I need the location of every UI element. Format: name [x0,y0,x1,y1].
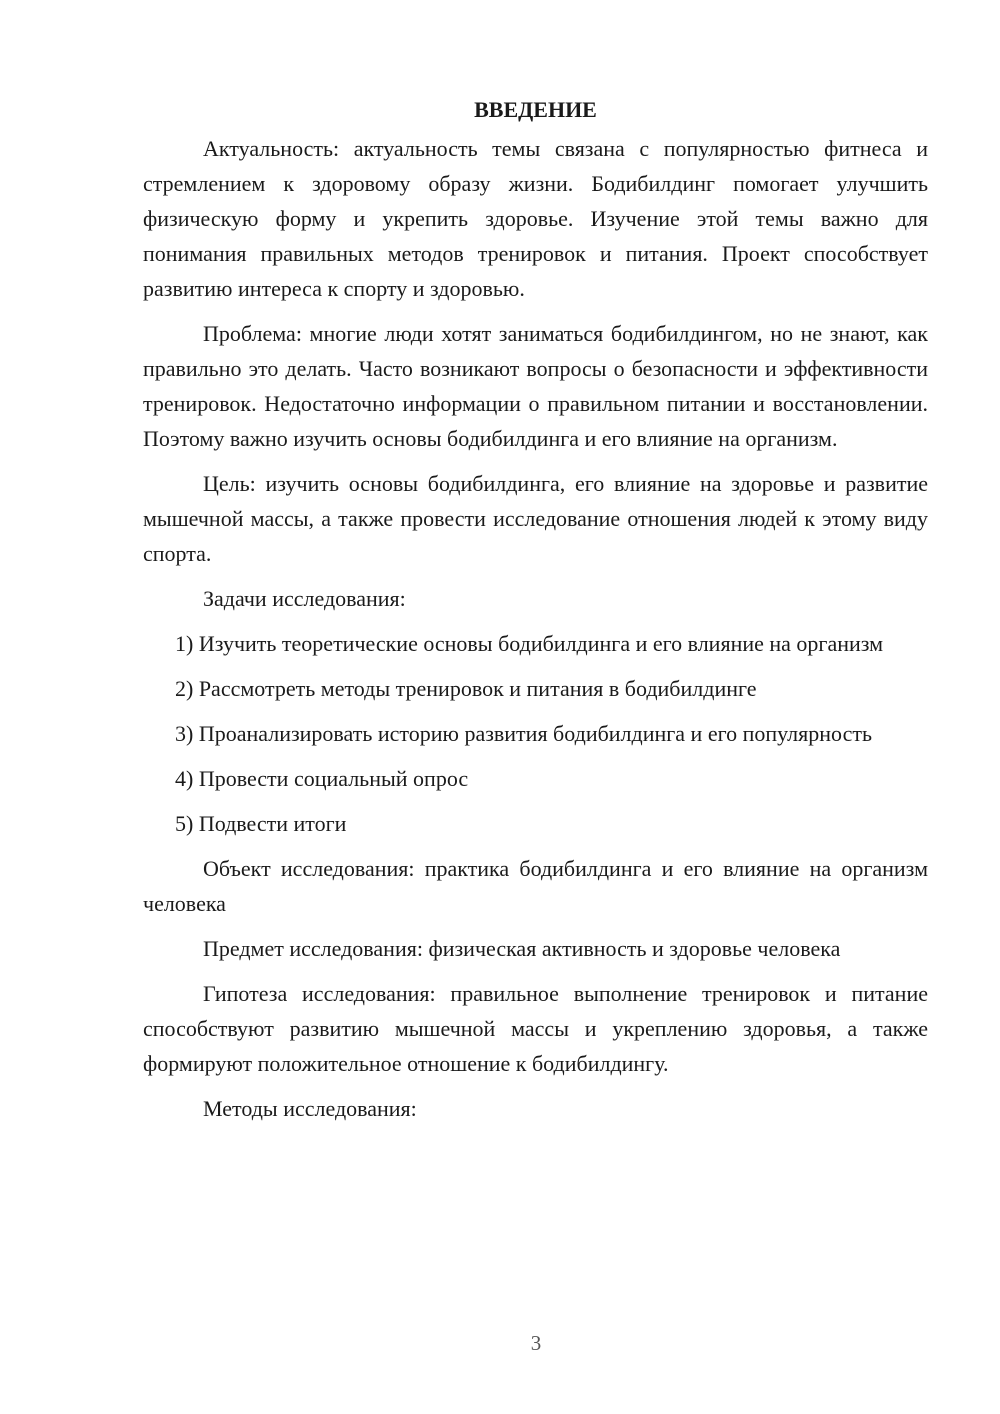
subject-paragraph: Предмет исследования: физическая активность и здоровье человека [203,936,841,961]
task-item: 5) Подвести итоги [175,811,347,836]
methods-heading: Методы исследования: [203,1096,417,1121]
task-item: 1) Изучить теоретические основы бодибилдинга и его влияние на организм [175,631,884,656]
tasks-heading: Задачи исследования: [203,586,406,611]
page-number: 3 [530,1331,542,1355]
problem-paragraph: Проблема: многие люди хотят заниматься бодибилдингом, но не знают, как правильно это делать. Часто возникают вопросы о безопасности и эффективности тренировок. Недостаточно информации о правильном питании и восстановлении. Поэтому важно изучить основы бодибилдинга и его влияние на организм. [143,321,928,451]
task-item: 3) Проанализировать историю развития бодибилдинга и его популярность [175,721,872,746]
object-paragraph: Объект исследования: практика бодибилдинга и его влияние на организм человека [143,856,928,916]
hypothesis-paragraph: Гипотеза исследования: правильное выполнение тренировок и питание способствуют развитию мышечной массы и укреплению здоровья, а также формируют положительное отношение к бодибилдингу. [143,981,928,1076]
goal-paragraph: Цель: изучить основы бодибилдинга, его влияние на здоровье и развитие мышечной массы, а также провести исследование отношения людей к этому виду спорта. [143,471,928,566]
section-title: ВВЕДЕНИЕ [474,97,597,122]
document-body [143,92,928,1136]
task-item: 4) Провести социальный опрос [175,766,469,791]
relevance-paragraph: Актуальность: актуальность темы связана с популярностью фитнеса и стремлением к здоровому образу жизни. Бодибилдинг помогает улучшить физическую форму и укрепить здоровье. Изучение этой темы важно для понимания правильных методов тренировок и питания. Проект способствует развитию интереса к спорту и здоровью. [143,136,928,301]
task-item: 2) Рассмотреть методы тренировок и питания в бодибилдинге [175,676,757,701]
